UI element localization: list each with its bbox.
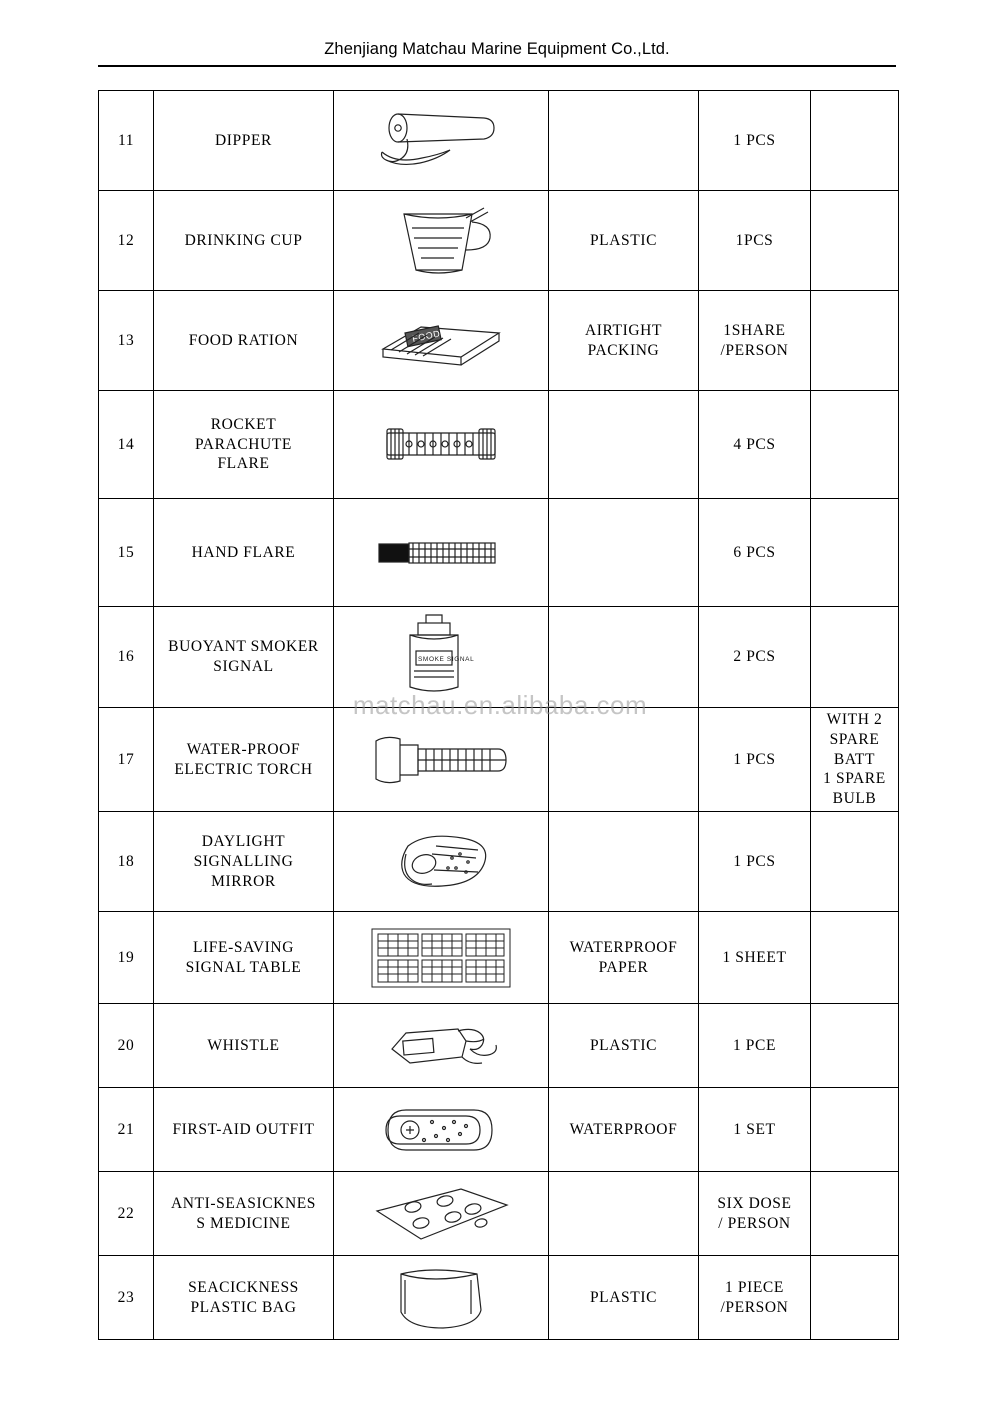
item-illustration-cell bbox=[334, 191, 549, 291]
item-remark bbox=[811, 912, 899, 1004]
dipper-icon bbox=[338, 106, 544, 176]
item-number: 21 bbox=[99, 1088, 154, 1172]
signalling-mirror-icon bbox=[338, 824, 544, 900]
item-quantity: SIX DOSE / PERSON bbox=[699, 1172, 811, 1256]
item-material: AIRTIGHT PACKING bbox=[549, 291, 699, 391]
item-quantity: 1 PCS bbox=[699, 708, 811, 812]
electric-torch-icon bbox=[338, 729, 544, 791]
item-material bbox=[549, 499, 699, 607]
item-illustration-cell bbox=[334, 912, 549, 1004]
table-row bbox=[99, 499, 899, 607]
item-illustration-cell bbox=[334, 607, 549, 708]
item-name: DAYLIGHT SIGNALLING MIRROR bbox=[154, 812, 334, 912]
page-header bbox=[98, 40, 896, 67]
item-illustration-cell bbox=[334, 1172, 549, 1256]
drinking-cup-icon bbox=[338, 200, 544, 282]
item-number: 16 bbox=[99, 607, 154, 708]
table-row bbox=[99, 1088, 899, 1172]
item-name: FOOD RATION bbox=[154, 291, 334, 391]
item-remark bbox=[811, 1172, 899, 1256]
item-name: ANTI-SEASICKNES S MEDICINE bbox=[154, 1172, 334, 1256]
item-material bbox=[549, 708, 699, 812]
item-quantity: 4 PCS bbox=[699, 391, 811, 499]
table-row bbox=[99, 607, 899, 708]
item-remark bbox=[811, 291, 899, 391]
item-remark bbox=[811, 607, 899, 708]
hand-flare-icon bbox=[338, 530, 544, 576]
item-material bbox=[549, 812, 699, 912]
watermark: matchau.en.alibaba.com bbox=[352, 690, 648, 720]
item-material bbox=[549, 91, 699, 191]
item-number: 20 bbox=[99, 1004, 154, 1088]
item-quantity: 1 PCS bbox=[699, 91, 811, 191]
signal-table-icon bbox=[338, 921, 544, 995]
table-row bbox=[99, 191, 899, 291]
rocket-parachute-flare-icon bbox=[338, 415, 544, 475]
item-name: SEACICKNESS PLASTIC BAG bbox=[154, 1256, 334, 1340]
item-quantity: 1 SHEET bbox=[699, 912, 811, 1004]
table-row bbox=[99, 912, 899, 1004]
item-quantity: 1 PCE bbox=[699, 1004, 811, 1088]
item-name: BUOYANT SMOKER SIGNAL bbox=[154, 607, 334, 708]
svg-text:FOOD: FOOD bbox=[411, 327, 442, 344]
item-number: 15 bbox=[99, 499, 154, 607]
item-name: DRINKING CUP bbox=[154, 191, 334, 291]
table-row bbox=[99, 91, 899, 191]
seasickness-medicine-icon bbox=[338, 1181, 544, 1247]
item-illustration-cell bbox=[334, 291, 549, 391]
item-number: 17 bbox=[99, 708, 154, 812]
item-remark bbox=[811, 191, 899, 291]
item-name: WHISTLE bbox=[154, 1004, 334, 1088]
item-remark bbox=[811, 91, 899, 191]
seasickness-bag-icon bbox=[338, 1262, 544, 1334]
item-material: PLASTIC bbox=[549, 1256, 699, 1340]
item-number: 23 bbox=[99, 1256, 154, 1340]
table-row bbox=[99, 291, 899, 391]
item-illustration-cell bbox=[334, 391, 549, 499]
item-illustration-cell bbox=[334, 91, 549, 191]
item-illustration-cell bbox=[334, 1004, 549, 1088]
item-material: PLASTIC bbox=[549, 1004, 699, 1088]
item-illustration-cell bbox=[334, 1088, 549, 1172]
item-remark: WITH 2 SPARE BATT 1 SPARE BULB bbox=[811, 708, 899, 812]
item-material bbox=[549, 1172, 699, 1256]
table-row bbox=[99, 812, 899, 912]
item-quantity: 1SHARE /PERSON bbox=[699, 291, 811, 391]
item-remark bbox=[811, 499, 899, 607]
header-divider bbox=[98, 65, 896, 67]
item-quantity: 1 SET bbox=[699, 1088, 811, 1172]
company-name: Zhenjiang Matchau Marine Equipment Co.,Ltd. bbox=[324, 40, 670, 58]
item-remark bbox=[811, 812, 899, 912]
item-number: 14 bbox=[99, 391, 154, 499]
buoyant-smoke-signal-icon bbox=[338, 609, 544, 705]
first-aid-kit-icon bbox=[338, 1098, 544, 1162]
table-row bbox=[99, 391, 899, 499]
item-quantity: 1 PCS bbox=[699, 812, 811, 912]
item-name: WATER-PROOF ELECTRIC TORCH bbox=[154, 708, 334, 812]
table-row bbox=[99, 708, 899, 812]
item-quantity: 2 PCS bbox=[699, 607, 811, 708]
item-number: 11 bbox=[99, 91, 154, 191]
item-quantity: 1 PIECE /PERSON bbox=[699, 1256, 811, 1340]
item-quantity: 1PCS bbox=[699, 191, 811, 291]
item-number: 22 bbox=[99, 1172, 154, 1256]
item-illustration-cell bbox=[334, 499, 549, 607]
equipment-table bbox=[98, 90, 899, 1340]
item-illustration-cell bbox=[334, 708, 549, 812]
item-name: LIFE-SAVING SIGNAL TABLE bbox=[154, 912, 334, 1004]
item-number: 19 bbox=[99, 912, 154, 1004]
item-material bbox=[549, 391, 699, 499]
item-illustration-cell bbox=[334, 812, 549, 912]
item-quantity: 6 PCS bbox=[699, 499, 811, 607]
food-ration-icon bbox=[338, 305, 544, 377]
item-illustration-cell bbox=[334, 1256, 549, 1340]
item-remark bbox=[811, 1088, 899, 1172]
item-remark bbox=[811, 1256, 899, 1340]
item-material bbox=[549, 607, 699, 708]
item-remark bbox=[811, 1004, 899, 1088]
item-number: 13 bbox=[99, 291, 154, 391]
item-name: ROCKET PARACHUTE FLARE bbox=[154, 391, 334, 499]
item-number: 18 bbox=[99, 812, 154, 912]
item-number: 12 bbox=[99, 191, 154, 291]
item-name: HAND FLARE bbox=[154, 499, 334, 607]
item-material: WATERPROOF PAPER bbox=[549, 912, 699, 1004]
item-material: WATERPROOF bbox=[549, 1088, 699, 1172]
item-name: DIPPER bbox=[154, 91, 334, 191]
table-row bbox=[99, 1172, 899, 1256]
table-row bbox=[99, 1004, 899, 1088]
item-name: FIRST-AID OUTFIT bbox=[154, 1088, 334, 1172]
svg-text:SMOKE SIGNAL: SMOKE SIGNAL bbox=[418, 656, 475, 663]
item-remark bbox=[811, 391, 899, 499]
item-material: PLASTIC bbox=[549, 191, 699, 291]
table-row bbox=[99, 1256, 899, 1340]
whistle-icon bbox=[338, 1015, 544, 1077]
